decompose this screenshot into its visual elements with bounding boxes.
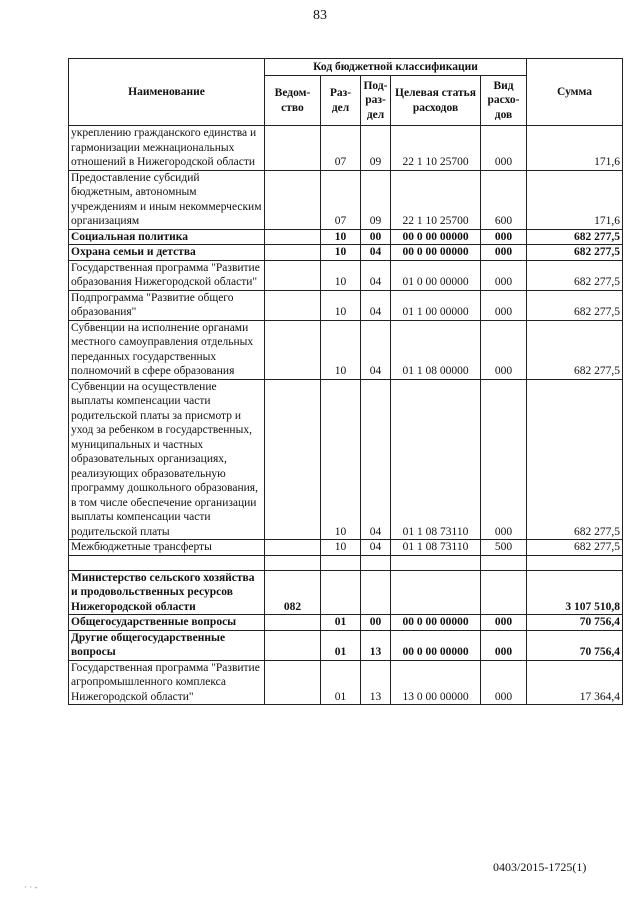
cell-csr: 22 1 10 25700: [391, 126, 481, 171]
cell-podr: [361, 555, 391, 570]
cell-podr: 04: [361, 379, 391, 540]
cell-sum: 682 277,5: [527, 260, 623, 290]
header-tselevaya: Целевая статья расходов: [391, 76, 481, 126]
cell-csr: 22 1 10 25700: [391, 170, 481, 229]
cell-csr: 00 0 00 00000: [391, 245, 481, 261]
cell-csr: 01 1 08 73110: [391, 540, 481, 556]
page-number: 83: [313, 8, 327, 23]
cell-podr: 04: [361, 260, 391, 290]
cell-vr: 000: [481, 126, 527, 171]
cell-podr: 09: [361, 126, 391, 171]
cell-podr: 00: [361, 229, 391, 245]
cell-csr: 00 0 00 00000: [391, 630, 481, 660]
cell-ved: [265, 229, 321, 245]
header-code-group: Код бюджетной классификации: [265, 59, 527, 76]
cell-razd: 10: [321, 540, 361, 556]
cell-razd: 01: [321, 660, 361, 705]
cell-name: Предоставление субсидий бюджетным, автономным учреждениям и иным некоммерческим организациям: [69, 170, 265, 229]
table-row: [69, 229, 623, 245]
cell-vr: 000: [481, 615, 527, 631]
cell-name: Подпрограмма "Развитие общего образования": [69, 290, 265, 320]
cell-csr: [391, 555, 481, 570]
cell-ved: [265, 245, 321, 261]
cell-csr: [391, 570, 481, 615]
cell-podr: 00: [361, 615, 391, 631]
cell-vr: 000: [481, 290, 527, 320]
cell-name: Министерство сельского хозяйства и продовольственных ресурсов Нижегородской области: [69, 570, 265, 615]
cell-podr: 04: [361, 540, 391, 556]
cell-vr: 000: [481, 660, 527, 705]
cell-sum: 682 277,5: [527, 245, 623, 261]
cell-razd: [321, 555, 361, 570]
cell-ved: [265, 170, 321, 229]
cell-ved: 082: [265, 570, 321, 615]
scan-mark-left: · · -: [24, 882, 38, 892]
cell-name: Субвенции на исполнение органами местного самоуправления отдельных переданных государственных полномочий в сфере образования: [69, 320, 265, 379]
cell-razd: 01: [321, 615, 361, 631]
cell-name: Социальная политика: [69, 229, 265, 245]
cell-sum: 171,6: [527, 170, 623, 229]
cell-ved: [265, 555, 321, 570]
cell-csr: 13 0 00 00000: [391, 660, 481, 705]
cell-vr: [481, 555, 527, 570]
cell-ved: [265, 615, 321, 631]
cell-ved: [265, 320, 321, 379]
cell-csr: 01 1 08 00000: [391, 320, 481, 379]
table-row: [69, 245, 623, 261]
table-row: [69, 570, 623, 615]
header-name: Наименование: [69, 59, 265, 126]
cell-ved: [265, 290, 321, 320]
cell-razd: 10: [321, 260, 361, 290]
cell-razd: 07: [321, 126, 361, 171]
cell-razd: 10: [321, 229, 361, 245]
table-row: [69, 540, 623, 556]
cell-csr: 01 1 00 00000: [391, 290, 481, 320]
cell-sum: 682 277,5: [527, 540, 623, 556]
header-podrazdel: Под-раз-дел: [361, 76, 391, 126]
cell-name: Межбюджетные трансферты: [69, 540, 265, 556]
header-vid: Вид расхо-дов: [481, 76, 527, 126]
cell-podr: [361, 570, 391, 615]
cell-razd: 10: [321, 290, 361, 320]
cell-ved: [265, 630, 321, 660]
table-row: [69, 126, 623, 171]
cell-name: Другие общегосударственные вопросы: [69, 630, 265, 660]
cell-vr: 000: [481, 229, 527, 245]
table-row: [69, 555, 623, 570]
cell-ved: [265, 379, 321, 540]
table-row: [69, 660, 623, 705]
cell-csr: 01 0 00 00000: [391, 260, 481, 290]
cell-vr: 000: [481, 630, 527, 660]
cell-name: Охрана семьи и детства: [69, 245, 265, 261]
cell-podr: 13: [361, 630, 391, 660]
cell-name: Государственная программа "Развитие образования Нижегородской области": [69, 260, 265, 290]
cell-vr: 000: [481, 260, 527, 290]
table-row: [69, 630, 623, 660]
table-row: [69, 379, 623, 540]
table-row: [69, 290, 623, 320]
cell-ved: [265, 126, 321, 171]
cell-sum: [527, 555, 623, 570]
cell-csr: 00 0 00 00000: [391, 229, 481, 245]
cell-name: [69, 555, 265, 570]
cell-sum: 171,6: [527, 126, 623, 171]
cell-vr: 500: [481, 540, 527, 556]
header-vedomstvo: Ведом-ство: [265, 76, 321, 126]
table-row: [69, 170, 623, 229]
cell-ved: [265, 540, 321, 556]
cell-vr: 000: [481, 379, 527, 540]
cell-csr: 00 0 00 00000: [391, 615, 481, 631]
cell-sum: 70 756,4: [527, 630, 623, 660]
table-row: [69, 615, 623, 631]
cell-ved: [265, 660, 321, 705]
cell-ved: [265, 260, 321, 290]
table-body: [69, 126, 623, 705]
cell-razd: 01: [321, 630, 361, 660]
cell-sum: 17 364,4: [527, 660, 623, 705]
cell-name: укреплению гражданского единства и гармонизации межнациональных отношений в Нижегородской области: [69, 126, 265, 171]
cell-podr: 04: [361, 320, 391, 379]
header-sum: Сумма: [527, 59, 623, 126]
budget-table: [68, 58, 623, 705]
cell-name: Государственная программа "Развитие агропромышленного комплекса Нижегородской области": [69, 660, 265, 705]
cell-vr: 600: [481, 170, 527, 229]
cell-razd: 10: [321, 245, 361, 261]
cell-sum: 682 277,5: [527, 229, 623, 245]
cell-sum: 70 756,4: [527, 615, 623, 631]
table-row: [69, 260, 623, 290]
cell-podr: 04: [361, 290, 391, 320]
cell-name: Общегосударственные вопросы: [69, 615, 265, 631]
cell-razd: 07: [321, 170, 361, 229]
cell-sum: 3 107 510,8: [527, 570, 623, 615]
cell-podr: 13: [361, 660, 391, 705]
cell-razd: 10: [321, 379, 361, 540]
cell-razd: [321, 570, 361, 615]
cell-vr: 000: [481, 320, 527, 379]
cell-csr: 01 1 08 73110: [391, 379, 481, 540]
cell-podr: 04: [361, 245, 391, 261]
cell-vr: 000: [481, 245, 527, 261]
cell-sum: 682 277,5: [527, 320, 623, 379]
header-razdel: Раз-дел: [321, 76, 361, 126]
cell-sum: 682 277,5: [527, 379, 623, 540]
cell-podr: 09: [361, 170, 391, 229]
cell-razd: 10: [321, 320, 361, 379]
cell-vr: [481, 570, 527, 615]
cell-sum: 682 277,5: [527, 290, 623, 320]
table-row: [69, 320, 623, 379]
cell-name: Субвенции на осуществление выплаты компенсации части родительской платы за присмотр и уход за ребенком в государственных, муниципальных и частных образовательных организациях, реализующих образовательную программу дошкольного образования, в том числе обеспечение организации выплаты компенсации части родительской платы: [69, 379, 265, 540]
document-code: 0403/2015-1725(1): [493, 860, 587, 874]
